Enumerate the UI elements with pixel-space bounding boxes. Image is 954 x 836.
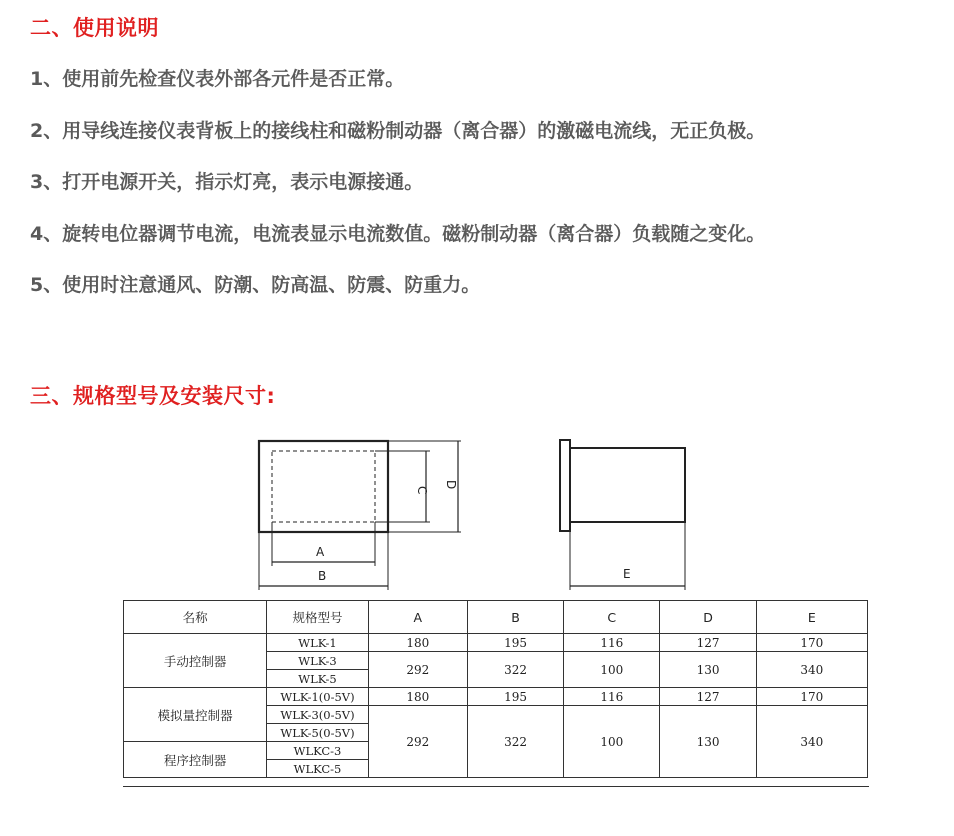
model-cell: WLK-3(0-5V) [267, 706, 368, 724]
model-cell: WLK-1(0-5V) [267, 688, 368, 706]
group-name: 程序控制器 [124, 742, 267, 778]
value-cell: 180 [368, 634, 467, 652]
dimension-label-d: D [444, 480, 458, 490]
header-name: 名称 [124, 601, 267, 634]
value-cell: 130 [660, 706, 756, 778]
value-cell: 130 [660, 652, 756, 688]
model-cell: WLKC-5 [267, 760, 368, 778]
usage-step-1: 1、使用前先检查仪表外部各元件是否正常。 [30, 68, 405, 90]
value-cell: 322 [467, 706, 563, 778]
value-cell: 170 [756, 634, 867, 652]
table-row [124, 688, 868, 706]
usage-step-3: 3、打开电源开关，指示灯亮，表示电源接通。 [30, 171, 424, 193]
group-name: 手动控制器 [124, 634, 267, 688]
value-cell: 292 [368, 706, 467, 778]
usage-step-4: 4、旋转电位器调节电流，电流表显示电流数值。磁粉制动器（离合器）负载随之变化。 [30, 223, 766, 245]
value-cell: 116 [564, 688, 660, 706]
value-cell: 292 [368, 652, 467, 688]
dimension-label-a: A [316, 545, 325, 559]
header-c: C [564, 601, 660, 634]
value-cell: 116 [564, 634, 660, 652]
header-b: B [467, 601, 563, 634]
model-cell: WLK-5(0-5V) [267, 724, 368, 742]
spec-table [123, 600, 868, 778]
group-name: 模拟量控制器 [124, 688, 267, 742]
value-cell: 180 [368, 688, 467, 706]
dimension-label-c: C [415, 486, 429, 495]
usage-step-2: 2、用导线连接仪表背板上的接线柱和磁粉制动器（离合器）的激磁电流线，无正负极。 [30, 120, 766, 142]
model-cell: WLKC-3 [267, 742, 368, 760]
value-cell: 127 [660, 634, 756, 652]
model-cell: WLK-3 [267, 652, 368, 670]
table-header-row [124, 601, 868, 634]
value-cell: 100 [564, 652, 660, 688]
table-bottom-rule [123, 786, 869, 787]
value-cell: 127 [660, 688, 756, 706]
header-e: E [756, 601, 867, 634]
section-heading-specs: 三、规格型号及安装尺寸: [30, 384, 276, 408]
value-cell: 322 [467, 652, 563, 688]
dimension-label-e: E [623, 567, 631, 581]
value-cell: 340 [756, 652, 867, 688]
header-d: D [660, 601, 756, 634]
model-cell: WLK-5 [267, 670, 368, 688]
dimension-label-b: B [318, 569, 327, 583]
front-view [259, 441, 461, 590]
value-cell: 195 [467, 688, 563, 706]
value-cell: 170 [756, 688, 867, 706]
header-a: A [368, 601, 467, 634]
dimension-diagram [0, 420, 954, 595]
value-cell: 195 [467, 634, 563, 652]
model-cell: WLK-1 [267, 634, 368, 652]
table-row [124, 634, 868, 652]
usage-step-5: 5、使用时注意通风、防潮、防高温、防震、防重力。 [30, 274, 481, 296]
header-model: 规格型号 [267, 601, 368, 634]
value-cell: 340 [756, 706, 867, 778]
value-cell: 100 [564, 706, 660, 778]
section-heading-usage: 二、使用说明 [30, 16, 159, 40]
